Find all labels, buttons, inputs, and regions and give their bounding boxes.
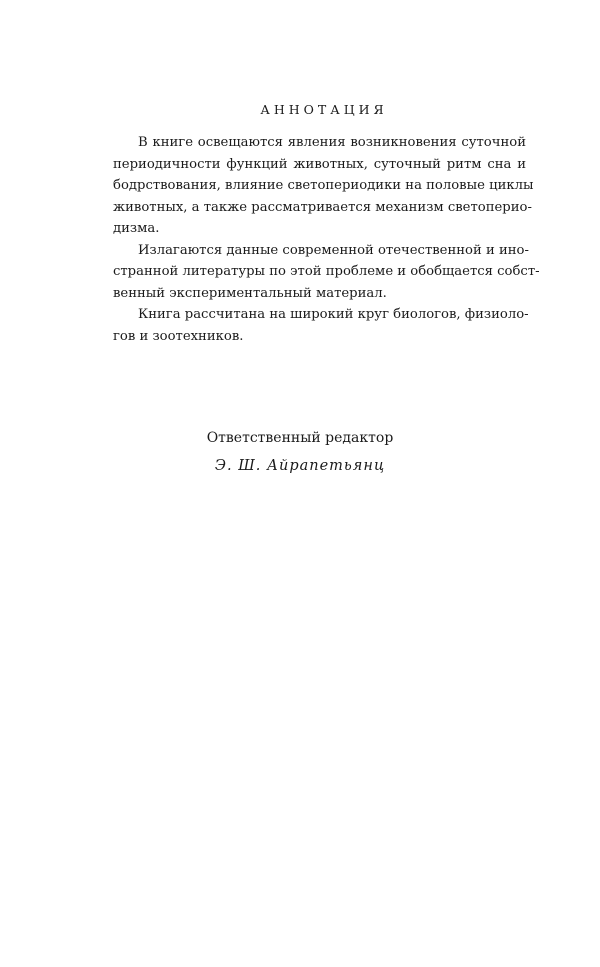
text-line: бодрствования, влияние светопериодики на половые циклы [113, 178, 534, 193]
text-line: венный экспериментальный материал. [113, 285, 387, 301]
text-line: дизма. [113, 221, 160, 236]
paragraph-2 [88, 240, 540, 305]
editor-role: Ответственный редактор [206, 430, 394, 446]
text-line: периодичности функций животных, суточный ритм сна и [113, 156, 526, 172]
paragraph-1 [88, 132, 534, 240]
annotation-text [88, 132, 540, 347]
paragraph-3 [88, 304, 529, 347]
editor-name: Э. Ш. Айрапетьянц [214, 458, 386, 474]
annotation-heading: АННОТАЦИЯ [260, 102, 388, 117]
text-line: гов и зоотехников. [113, 328, 244, 344]
text-line: странной литературы по этой проблеме и обобщается собст- [113, 264, 540, 279]
text-line: Излагаются данные современной отечественной и ино- [138, 242, 529, 258]
text-line: В книге освещаются явления возникновения суточной [138, 135, 526, 150]
text-line: животных, а также рассматривается механизм светоперио- [113, 199, 532, 215]
text-line: Книга рассчитана на широкий круг биологов, физиоло- [138, 307, 529, 322]
